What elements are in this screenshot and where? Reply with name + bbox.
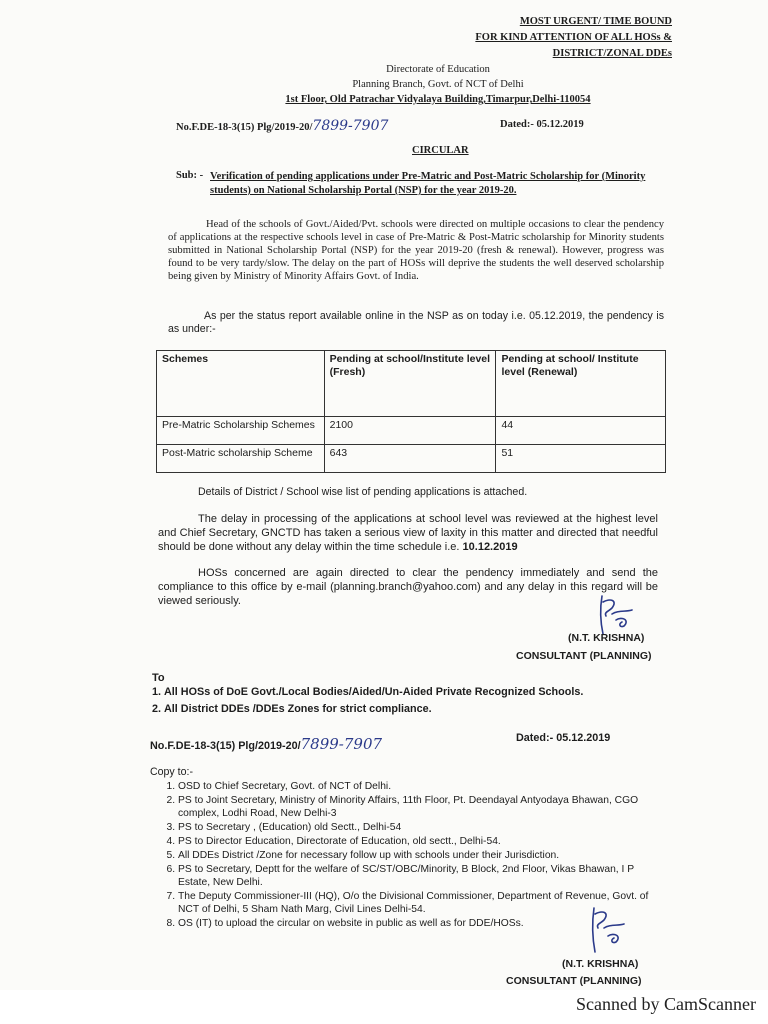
list-item: 7. The Deputy Commissioner-III (HQ), O/o the Divisional Commissioner, Department of Revenue, Govt. of NCT of Delhi, 5 Sham Nath Marg, Civil Lines Delhi-54. — [178, 890, 658, 916]
ref-number-text: No.F.DE-18-3(15) Plg/2019-20/ — [176, 122, 313, 133]
list-item: 8. OS (IT) to upload the circular on website in public as well as for DDE/HOSs. — [178, 917, 658, 930]
list-item: 6. PS to Secretary, Deptt for the welfare of SC/ST/OBC/Minority, B Block, 2nd Floor, Vikas Bhawan, I P Estate, New Delhi. — [178, 863, 658, 889]
list-item: 5. All DDEs District /Zone for necessary follow up with schools under their Jurisdiction. — [178, 849, 658, 862]
signatory-title-2: CONSULTANT (PLANNING) — [506, 975, 642, 987]
paragraph-5: HOSs concerned are again directed to clear the pendency immediately and send the compliance to this office by e-mail (planning.branch@yahoo.com) and any delay in this regard will be viewed seriously. — [158, 567, 658, 607]
dated-label-2: Dated:- 05.12.2019 — [516, 732, 611, 744]
list-item: 2. PS to Joint Secretary, Ministry of Minority Affairs, 11th Floor, Pt. Deendayal Antyodaya Bhawan, CGO complex, Lodhi Road, New Delhi-3 — [178, 794, 658, 820]
list-item: 1. All HOSs of DoE Govt./Local Bodies/Aided/Un-Aided Private Recognized Schools. — [164, 684, 606, 701]
copy-to-label: Copy to:- — [150, 766, 193, 778]
cell-scheme: Post-Matric scholarship Scheme — [157, 445, 325, 473]
paragraph-1: Head of the schools of Govt./Aided/Pvt. schools were directed on multiple occasions to clear the pendency of applications at the respective schools level in case of Pre-Matric & Post-Matric scholarship for Minority students submitted in National Scholarship Portal (NSP) for the year 2019-20 (fresh & renewal). However, progress was found to be very tardy/slow. The delay on the part of HOSs will deprive the students the well deserved scholarship being given by Ministry of Minority Affairs Govt. of India. — [168, 219, 664, 282]
paragraph-4 — [158, 512, 658, 554]
paragraph-2: As per the status report available online in the NSP as on today i.e. 05.12.2019, the pendency is as under:- — [168, 310, 664, 335]
cell-fresh: 2100 — [324, 417, 496, 445]
signature-mark-2 — [580, 906, 632, 956]
list-item: 2. All District DDEs /DDEs Zones for strict compliance. — [164, 701, 606, 718]
office-line-2: Planning Branch, Govt. of NCT of Delhi — [352, 79, 524, 90]
signatory-name: (N.T. KRISHNA) — [568, 632, 645, 644]
pendency-table — [156, 350, 666, 473]
deadline-date: 10.12.2019 — [462, 541, 518, 553]
dated-label: Dated:- 05.12.2019 — [500, 119, 584, 130]
office-line-1: Directorate of Education — [386, 64, 490, 75]
signatory-title: CONSULTANT (PLANNING) — [516, 650, 652, 662]
reference-number — [176, 118, 388, 134]
paragraph-4-text: The delay in processing of the applications at school level was reviewed at the highest level and Chief Secretary, GNCTD has taken a serious view of laxity in this matter and directed that needful should be done without any delay within the time schedule i.e. — [158, 513, 658, 553]
cell-scheme: Pre-Matric Scholarship Schemes — [157, 417, 325, 445]
header-renewal: Pending at school/ Institute level (Renewal) — [496, 351, 666, 417]
subject-label: Sub: - — [176, 170, 204, 181]
camscanner-watermark: Scanned by CamScanner — [576, 994, 756, 1014]
table-row — [157, 445, 666, 473]
ref-number-text: No.F.DE-18-3(15) Plg/2019-20/ — [150, 740, 301, 752]
reference-number-2 — [150, 735, 382, 753]
office-address — [188, 62, 688, 107]
urgent-line-2: FOR KIND ATTENTION OF ALL HOSs & — [475, 32, 672, 43]
to-label: To — [152, 672, 165, 684]
signatory-name-2: (N.T. KRISHNA) — [562, 958, 639, 970]
circular-title: CIRCULAR — [412, 145, 469, 156]
handwritten-dispatch-number: 7899-7907 — [300, 735, 383, 753]
urgent-line-1: MOST URGENT/ TIME BOUND — [519, 16, 672, 27]
scanner-footer — [0, 990, 768, 1024]
handwritten-dispatch-number: 7899-7907 — [312, 118, 389, 134]
urgent-line-3: DISTRICT/ZONAL DDEs — [552, 48, 672, 59]
cell-renewal: 51 — [496, 445, 666, 473]
list-item: 1. OSD to Chief Secretary, Govt. of NCT of Delhi. — [178, 780, 658, 793]
list-item: 4. PS to Director Education, Directorate of Education, old sectt., Delhi-54. — [178, 835, 658, 848]
urgent-header — [352, 14, 672, 62]
table-row — [157, 417, 666, 445]
cell-fresh: 643 — [324, 445, 496, 473]
paragraph-3: Details of District / School wise list of pending applications is attached. — [198, 486, 528, 498]
header-schemes: Schemes — [157, 351, 325, 417]
subject-text: Verification of pending applications under Pre-Matric and Post-Matric Scholarship for (Minority students) on National Scholarship Portal (NSP) for the year 2019-20. — [210, 171, 646, 196]
list-item: 3. PS to Secretary , (Education) old Sectt., Delhi-54 — [178, 821, 658, 834]
to-list — [146, 684, 606, 718]
header-fresh: Pending at school/Institute level (Fresh) — [324, 351, 496, 417]
office-line-3: 1st Floor, Old Patrachar Vidyalaya Building,Timarpur,Delhi-110054 — [285, 94, 591, 105]
table-header-row — [157, 351, 666, 417]
cell-renewal: 44 — [496, 417, 666, 445]
